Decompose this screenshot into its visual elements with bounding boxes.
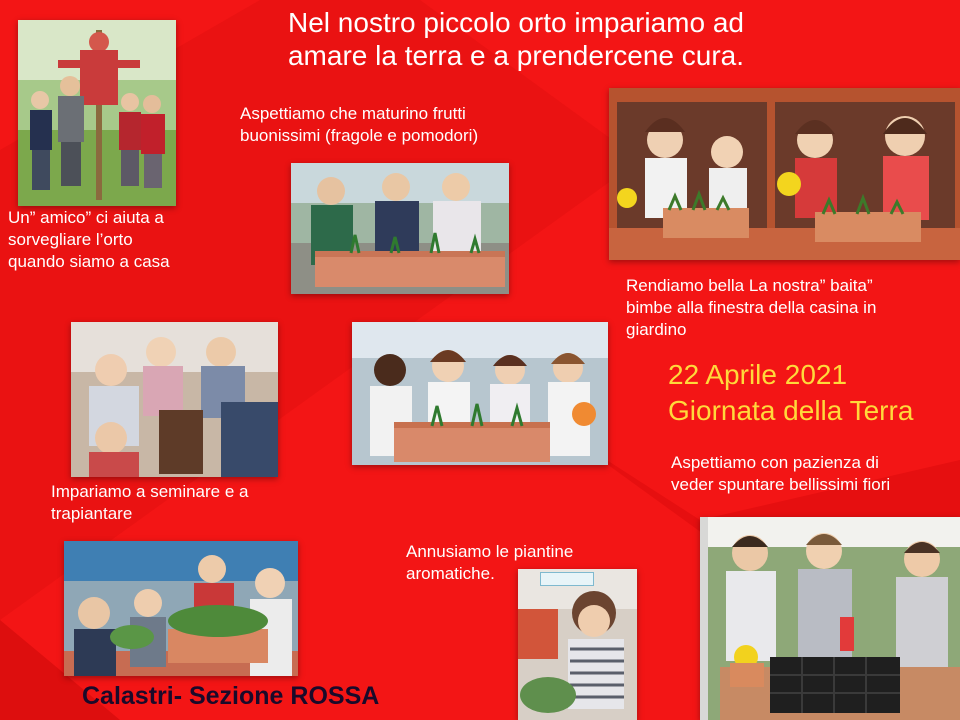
photo-herbs-kids — [64, 541, 298, 676]
caption-seminare — [51, 481, 248, 525]
caption-frutti-line-2: buonissimi (fragole e pomodori) — [240, 126, 479, 145]
caption-seminare-line-2: trapiantare — [51, 504, 133, 523]
caption-frutti-line-1: Aspettiamo che maturino frutti — [240, 104, 466, 123]
caption-fiori-line-2: veder spuntare bellissimi fiori — [671, 475, 891, 494]
event-date-line-2: Giornata della Terra — [668, 395, 914, 426]
page-title — [246, 6, 786, 72]
photo-watering-pots — [700, 517, 960, 720]
event-date — [668, 357, 913, 429]
caption-baita-line-2: bimbe alla finestra della casina in — [626, 298, 877, 317]
photo-smelling-herbs — [518, 569, 637, 720]
caption-fiori — [671, 452, 890, 496]
photo-window-girls — [609, 88, 960, 260]
caption-fiori-line-1: Aspettiamo con pazienza di — [671, 453, 879, 472]
caption-frutti — [240, 103, 478, 147]
footer-section-name: Calastri- Sezione ROSSA — [82, 682, 380, 710]
caption-amico — [8, 207, 170, 273]
caption-amico-line-2: sorvegliare l’orto — [8, 230, 133, 249]
caption-seminare-line-1: Impariamo a seminare e a — [51, 482, 249, 501]
caption-baita-line-1: Rendiamo bella La nostra” baita” — [626, 276, 873, 295]
photo-girls-planter — [352, 322, 608, 465]
caption-amico-line-3: quando siamo a casa — [8, 252, 170, 271]
caption-baita-line-3: giardino — [626, 320, 687, 339]
photo-planter-boys — [291, 163, 509, 294]
event-date-line-1: 22 Aprile 2021 — [668, 359, 848, 390]
caption-baita — [626, 275, 876, 341]
title-line-1: Nel nostro piccolo orto impariamo ad — [288, 7, 744, 38]
stamp-logo — [540, 572, 594, 586]
photo-seeding — [71, 322, 278, 477]
title-line-2: amare la terra e a prendercene cura. — [287, 40, 745, 71]
caption-aromatiche-line-1: Annusiamo le piantine — [406, 542, 574, 561]
photo-scarecrow — [18, 20, 176, 206]
caption-aromatiche-line-2: aromatiche. — [406, 564, 495, 583]
caption-amico-line-1: Un” amico” ci aiuta a — [8, 208, 164, 227]
